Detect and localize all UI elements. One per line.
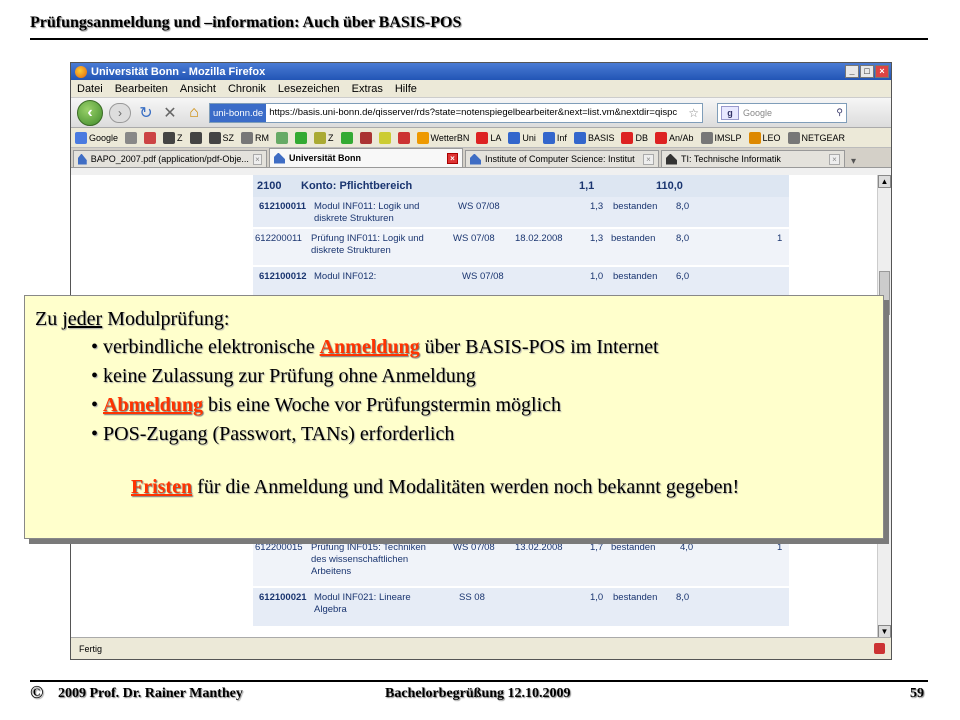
row-nr: 612100021 bbox=[259, 592, 307, 603]
menu-lesezeichen[interactable]: Lesezeichen bbox=[277, 82, 340, 95]
search-engine-icon[interactable]: g bbox=[721, 106, 739, 120]
fristen-highlight: Fristen bbox=[131, 476, 193, 498]
bookmark-icon bbox=[144, 132, 156, 144]
bookmark-item[interactable] bbox=[701, 132, 742, 144]
bookmark-icon bbox=[655, 132, 667, 144]
footer-event: Bachelorbegrüßung 12.10.2009 bbox=[385, 686, 571, 701]
stop-icon[interactable]: ✕ bbox=[163, 104, 177, 122]
row-cp: 8,0 bbox=[676, 201, 690, 212]
row-nr: 612200011 bbox=[255, 233, 302, 244]
bookmark-label: DB bbox=[635, 132, 648, 143]
bookmark-icon bbox=[543, 132, 555, 144]
bookmark-item[interactable] bbox=[508, 132, 536, 144]
bullet-item bbox=[91, 391, 873, 420]
bullet-highlight: Abmeldung bbox=[103, 394, 204, 416]
bookmark-icon bbox=[241, 132, 253, 144]
row-date: 13.02.2008 bbox=[515, 542, 563, 553]
grades-table-continued bbox=[253, 538, 789, 628]
bookmarks-toolbar bbox=[71, 128, 891, 148]
tab-label: Universität Bonn bbox=[289, 153, 362, 163]
bookmark-item[interactable] bbox=[360, 132, 372, 144]
row-semester: SS 08 bbox=[459, 592, 485, 603]
bookmark-icon bbox=[574, 132, 586, 144]
konto-nr: 2100 bbox=[257, 180, 282, 192]
bookmark-icon bbox=[701, 132, 713, 144]
row-versuch: 1 bbox=[777, 542, 783, 553]
bookmark-label: NETGEAR bbox=[801, 132, 846, 143]
search-icon[interactable]: ⚲ bbox=[836, 107, 843, 117]
bookmark-item[interactable] bbox=[621, 132, 648, 144]
row-semester: WS 07/08 bbox=[453, 233, 495, 244]
bookmark-icon bbox=[314, 132, 326, 144]
document-icon bbox=[78, 154, 87, 165]
intro-prefix: Zu bbox=[35, 308, 63, 330]
minimize-button[interactable]: _ bbox=[845, 65, 859, 78]
bookmark-icon bbox=[190, 132, 202, 144]
bullet-item bbox=[91, 362, 873, 391]
bookmark-label: Inf bbox=[556, 132, 567, 143]
row-cp: 8,0 bbox=[676, 592, 690, 603]
bookmark-icon bbox=[417, 132, 429, 144]
bookmark-icon bbox=[276, 132, 288, 144]
bookmark-icon bbox=[476, 132, 488, 144]
row-status: bestanden bbox=[613, 201, 658, 212]
bookmark-icon bbox=[341, 132, 353, 144]
forward-button[interactable]: › bbox=[109, 103, 131, 123]
tab-bar bbox=[71, 148, 891, 168]
menu-extras[interactable]: Extras bbox=[351, 82, 383, 95]
bookmark-icon bbox=[295, 132, 307, 144]
bookmark-item[interactable] bbox=[543, 132, 567, 144]
table-row bbox=[253, 588, 789, 628]
bookmark-label: LA bbox=[490, 132, 502, 143]
fristen-text: für die Anmeldung und Modalitäten werden noch bekannt gegeben! bbox=[192, 476, 740, 498]
row-semester: WS 07/08 bbox=[453, 542, 495, 553]
bookmark-icon bbox=[508, 132, 520, 144]
scroll-down-icon[interactable]: ▼ bbox=[878, 625, 891, 638]
callout-intro bbox=[35, 308, 873, 331]
menu-bar bbox=[71, 80, 891, 98]
bookmark-item[interactable] bbox=[276, 132, 288, 144]
bookmark-icon bbox=[788, 132, 800, 144]
row-note: 1,3 bbox=[590, 233, 604, 244]
bookmark-icon bbox=[398, 132, 410, 144]
close-window-button[interactable]: × bbox=[875, 65, 889, 78]
bullet-text: POS-Zugang (Passwort, TANs) erforderlich bbox=[103, 423, 455, 445]
back-button[interactable]: ‹ bbox=[77, 100, 103, 126]
bookmark-label: LEO bbox=[762, 132, 781, 143]
document-icon bbox=[470, 154, 481, 165]
scroll-up-icon[interactable]: ▲ bbox=[878, 175, 891, 188]
row-note: 1,3 bbox=[590, 201, 604, 212]
row-title[interactable]: Modul INF021: Lineare Algebra bbox=[314, 592, 411, 615]
bookmark-item[interactable] bbox=[379, 132, 391, 144]
tab-bapo-pdf[interactable] bbox=[73, 150, 267, 167]
bullet-text: bis eine Woche vor Prüfungstermin möglich bbox=[203, 394, 562, 416]
bookmark-item[interactable] bbox=[209, 132, 235, 144]
row-status: bestanden bbox=[611, 542, 656, 553]
navigation-toolbar bbox=[71, 98, 891, 128]
row-nr: 612200015 bbox=[255, 542, 303, 553]
document-icon bbox=[274, 153, 285, 164]
home-icon[interactable]: ⌂ bbox=[189, 103, 199, 121]
menu-bearbeiten[interactable]: Bearbeiten bbox=[114, 82, 168, 95]
bookmark-label: Z bbox=[328, 132, 334, 143]
page-number: 59 bbox=[910, 686, 924, 701]
document-icon bbox=[666, 154, 677, 165]
bookmark-item[interactable] bbox=[125, 132, 137, 144]
bookmark-star-icon[interactable]: ☆ bbox=[688, 105, 699, 120]
bookmark-item[interactable] bbox=[574, 132, 615, 144]
row-status: bestanden bbox=[613, 592, 658, 603]
reload-icon[interactable]: ↻ bbox=[139, 104, 153, 122]
bookmark-item[interactable] bbox=[788, 132, 846, 144]
url-bar[interactable] bbox=[209, 103, 703, 123]
row-note: 1,7 bbox=[590, 542, 604, 553]
row-semester: WS 07/08 bbox=[462, 271, 504, 282]
bookmark-item[interactable] bbox=[144, 132, 156, 144]
bookmark-label: SZ bbox=[222, 132, 235, 143]
maximize-button[interactable]: □ bbox=[860, 65, 874, 78]
bookmark-label: BASIS bbox=[587, 132, 615, 143]
bookmark-item[interactable] bbox=[341, 132, 353, 144]
search-bar[interactable] bbox=[717, 103, 847, 123]
menu-datei[interactable]: Datei bbox=[77, 82, 103, 95]
site-identity[interactable]: uni-bonn.de bbox=[210, 104, 266, 122]
tab-list-icon[interactable]: ▾ bbox=[851, 156, 857, 167]
bookmark-icon bbox=[125, 132, 137, 144]
firefox-icon bbox=[75, 66, 87, 78]
bullet-text: über BASIS-POS im Internet bbox=[419, 336, 659, 358]
row-status: bestanden bbox=[611, 233, 656, 244]
grades-table bbox=[253, 175, 789, 301]
search-placeholder: Google bbox=[743, 107, 773, 118]
footer-author: 2009 Prof. Dr. Rainer Manthey bbox=[58, 686, 243, 701]
bookmark-item[interactable] bbox=[417, 132, 470, 144]
menu-chronik[interactable]: Chronik bbox=[227, 82, 266, 95]
bullet-item bbox=[91, 420, 873, 449]
bullet-text: verbindliche elektronische bbox=[103, 336, 320, 358]
bookmark-icon bbox=[360, 132, 372, 144]
close-tab-icon[interactable]: × bbox=[253, 154, 262, 165]
tab-institute-cs[interactable] bbox=[465, 150, 659, 167]
row-note: 1,0 bbox=[590, 592, 604, 603]
intro-suffix: Modulprüfung: bbox=[102, 308, 230, 330]
row-cp: 6,0 bbox=[676, 271, 690, 282]
bookmark-label: IMSLP bbox=[714, 132, 742, 143]
window-titlebar bbox=[71, 63, 891, 80]
konto-name: Konto: Pflichtbereich bbox=[301, 180, 413, 192]
bottom-divider bbox=[30, 680, 928, 682]
row-nr: 612100012 bbox=[259, 271, 307, 282]
security-lock-icon[interactable] bbox=[874, 643, 885, 654]
slide-title: Prüfungsanmeldung und –information: Auch über BASIS-POS bbox=[30, 14, 462, 31]
copyright-symbol: © bbox=[30, 682, 44, 702]
tab-label: Institute of Computer Science: Institut bbox=[485, 154, 635, 164]
bookmark-icon bbox=[209, 132, 221, 144]
bookmark-label: WetterBN bbox=[430, 132, 470, 143]
close-tab-icon[interactable]: × bbox=[829, 154, 840, 165]
row-nr: 612100011 bbox=[259, 201, 307, 212]
tab-ti[interactable] bbox=[661, 150, 845, 167]
bookmark-label: Z bbox=[177, 132, 183, 143]
info-callout bbox=[24, 295, 884, 539]
bookmark-item[interactable] bbox=[241, 132, 269, 144]
row-title: Prüfung INF015: Techniken des wissenschaftlichen Arbeitens bbox=[311, 542, 426, 577]
url-text[interactable]: https://basis.uni-bonn.de/qisserver/rds?state=notenspiegelbearbeiter&next=list.vm&nextdir=qispc bbox=[269, 107, 678, 118]
callout-bullets bbox=[91, 333, 873, 449]
row-status: bestanden bbox=[613, 271, 658, 282]
close-tab-icon[interactable]: × bbox=[643, 154, 654, 165]
bookmark-item[interactable] bbox=[190, 132, 202, 144]
konto-cp: 110,0 bbox=[656, 180, 683, 192]
menu-ansicht[interactable]: Ansicht bbox=[179, 82, 216, 95]
row-versuch: 1 bbox=[777, 233, 783, 244]
bullet-text: keine Zulassung zur Prüfung ohne Anmeldung bbox=[103, 365, 476, 387]
konto-note: 1,1 bbox=[579, 180, 595, 192]
bookmark-icon bbox=[749, 132, 761, 144]
tab-label: TI: Technische Informatik bbox=[681, 154, 781, 164]
bookmark-icon bbox=[621, 132, 633, 144]
top-divider bbox=[30, 38, 928, 40]
bullet-highlight: Anmeldung bbox=[319, 336, 420, 358]
bookmark-icon bbox=[163, 132, 175, 144]
bookmark-item[interactable] bbox=[163, 132, 183, 144]
row-cp: 8,0 bbox=[676, 233, 690, 244]
bookmark-icon bbox=[379, 132, 391, 144]
tab-label: BAPO_2007.pdf (application/pdf-Obje... bbox=[90, 154, 249, 164]
menu-hilfe[interactable]: Hilfe bbox=[394, 82, 417, 95]
row-title[interactable]: Modul INF012: bbox=[314, 271, 377, 282]
row-date: 18.02.2008 bbox=[515, 233, 563, 244]
row-title: Prüfung INF011: Logik und diskrete Strukturen bbox=[311, 233, 424, 256]
bookmark-item[interactable] bbox=[749, 132, 781, 144]
bookmark-label: Uni bbox=[522, 132, 536, 143]
status-text: Fertig bbox=[79, 643, 103, 654]
bookmark-label: Google bbox=[89, 132, 119, 143]
bookmark-item[interactable] bbox=[75, 132, 118, 144]
row-title[interactable]: Modul INF011: Logik und diskrete Strukturen bbox=[314, 201, 420, 224]
bookmark-item[interactable] bbox=[655, 132, 694, 144]
row-cp: 4,0 bbox=[680, 542, 694, 553]
bookmark-item[interactable] bbox=[398, 132, 410, 144]
table-row bbox=[253, 229, 789, 267]
row-note: 1,0 bbox=[590, 271, 604, 282]
row-semester: WS 07/08 bbox=[458, 201, 500, 212]
table-row bbox=[253, 538, 789, 588]
bookmark-item[interactable] bbox=[314, 132, 334, 144]
bullet-item bbox=[91, 333, 873, 362]
intro-underlined: jeder bbox=[62, 308, 103, 330]
bookmark-item[interactable] bbox=[476, 132, 501, 144]
tab-universitaet-bonn[interactable] bbox=[269, 148, 463, 167]
bookmark-icon bbox=[75, 132, 87, 144]
close-tab-icon[interactable]: × bbox=[447, 153, 458, 164]
status-bar bbox=[71, 637, 891, 659]
konto-row bbox=[253, 175, 789, 197]
fristen-note bbox=[131, 476, 739, 499]
bookmark-label: An/Ab bbox=[668, 132, 694, 143]
bookmark-label: RM bbox=[255, 132, 270, 143]
window-title: Universität Bonn - Mozilla Firefox bbox=[91, 65, 266, 78]
table-row bbox=[253, 197, 789, 229]
bookmark-item[interactable] bbox=[295, 132, 307, 144]
